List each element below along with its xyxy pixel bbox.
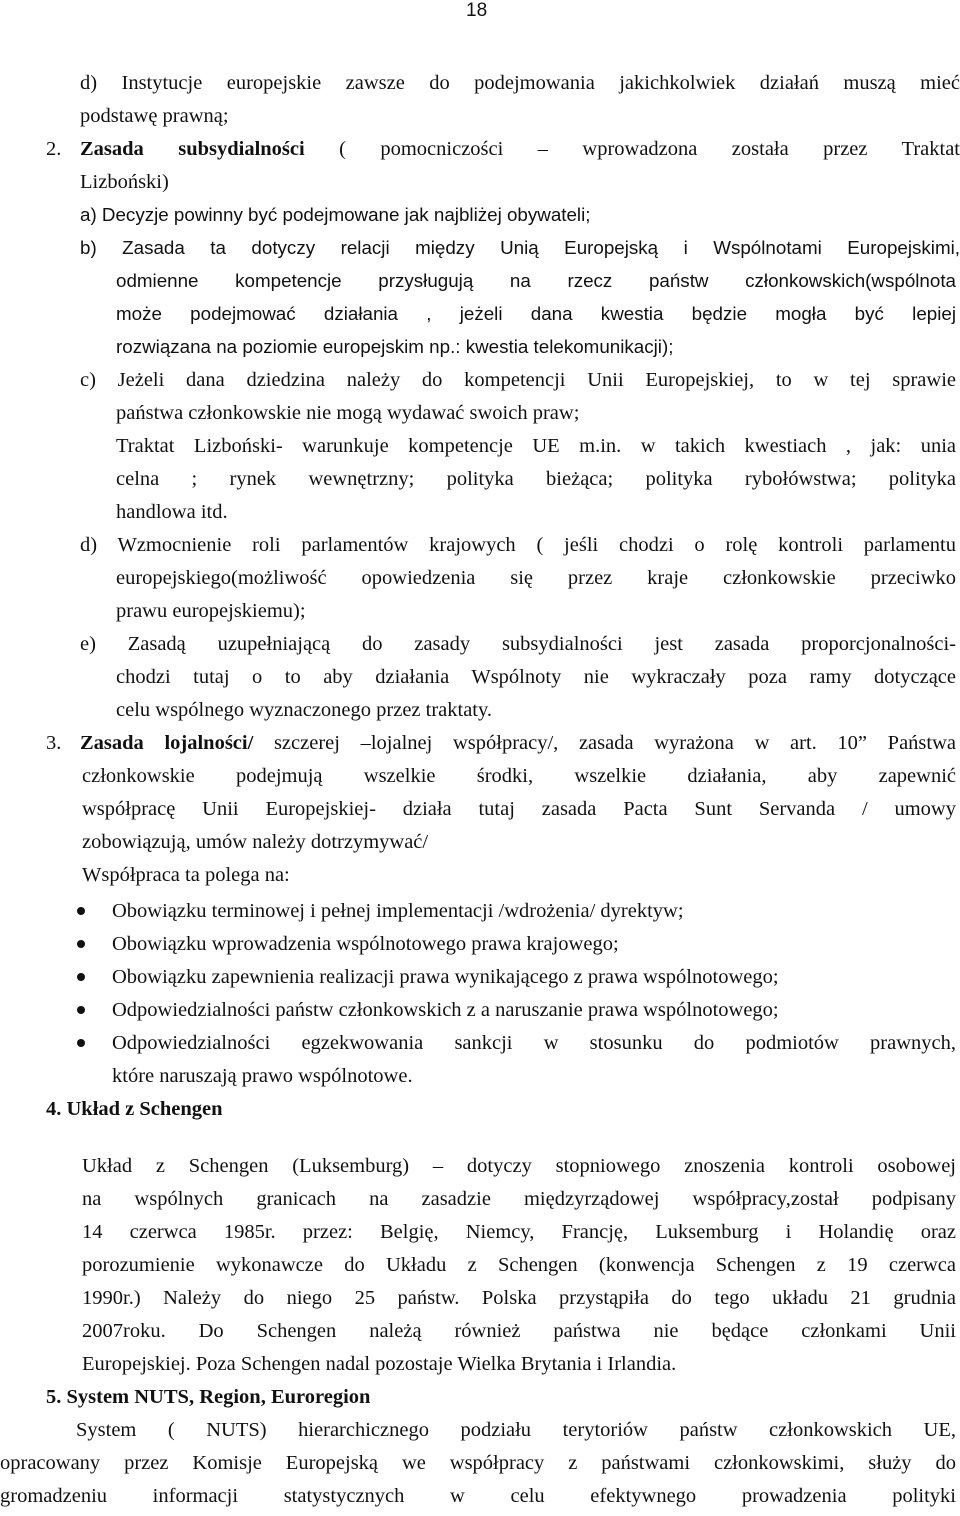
text-line: współpracę Unii Europejskiej- działa tutaj zasada Pacta Sunt Servanda / umowy — [82, 798, 956, 820]
bullet-icon — [77, 1006, 85, 1014]
text-line: d) Instytucje europejskie zawsze do podejmowania jakichkolwiek działań muszą mieć — [80, 72, 960, 94]
section-heading-subsydialnosc: Zasada subsydialności — [80, 138, 305, 160]
text-line: chodzi tutaj o to aby działania Wspólnoty nie wykraczały poza ramy dotyczące — [116, 666, 956, 688]
text-line: zobowiązują, umów należy dotrzymywać/ — [82, 831, 429, 853]
heading-line: Zasada subsydialności ( pomocniczości – wprowadzona została przez Traktat — [80, 138, 960, 160]
text-line: 2007roku. Do Schengen należą również państwa nie będące członkami Unii — [82, 1320, 956, 1342]
heading-line: Zasada lojalności/ szczerej –lojalnej współpracy/, zasada wyrażona w art. 10” Państwa — [80, 732, 956, 754]
text-line: prawu europejskiemu); — [116, 600, 306, 622]
text-line: handlowa itd. — [116, 501, 228, 523]
text-line: gromadzeniu informacji statystycznych w celu efektywnego prowadzenia polityki — [0, 1485, 956, 1507]
text-line: odmienne kompetencje przysługują na rzecz państw członkowskich(wspólnota — [116, 270, 956, 291]
text-line: członkowskie podejmują wszelkie środki, wszelkie działania, aby zapewnić — [82, 765, 956, 787]
text-line: celna ; rynek wewnętrzny; polityka bieżąca; polityka rybołówstwa; polityka — [116, 468, 956, 490]
bullet-icon — [77, 1039, 85, 1047]
text-line: europejskiego(możliwość opowiedzenia się przez kraje członkowskie przeciwko — [116, 567, 956, 589]
text-line: c) Jeżeli dana dziedzina należy do kompetencji Unii Europejskiej, to w tej sprawie — [80, 369, 956, 391]
text-line: Europejskiej. Poza Schengen nadal pozostaje Wielka Brytania i Irlandia. — [82, 1353, 677, 1375]
text-line: Układ z Schengen (Luksemburg) – dotyczy stopniowego znoszenia kontroli osobowej — [82, 1155, 956, 1177]
text-line: państwa członkowskie nie mogą wydawać swoich praw; — [116, 402, 580, 424]
list-item: Odpowiedzialności egzekwowania sankcji w stosunku do podmiotów prawnych, — [112, 1032, 956, 1054]
text-line: na wspólnych granicach na zasadzie międzyrządowej współpracy,został podpisany — [82, 1188, 956, 1210]
bullet-icon — [77, 907, 85, 915]
text-line: rozwiązana na poziomie europejskim np.: kwestia telekomunikacji); — [116, 336, 674, 357]
list-item: Obowiązku wprowadzenia wspólnotowego prawa krajowego; — [112, 933, 619, 955]
text-line: porozumienie wykonawcze do Układu z Schengen (konwencja Schengen z 19 czerwca — [82, 1254, 956, 1276]
bullet-icon — [77, 973, 85, 981]
bullet-icon — [77, 940, 85, 948]
text-line: a) Decyzje powinny być podejmowane jak najbliżej obywateli; — [80, 204, 591, 225]
text-line: System ( NUTS) hierarchicznego podziału terytoriów państw członkowskich UE, — [76, 1419, 956, 1441]
text-line: 1990r.) Należy do niego 25 państw. Polska przystąpiła do tego układu 21 grudnia — [82, 1287, 956, 1309]
section-heading-schengen: 4. Układ z Schengen — [46, 1098, 223, 1120]
text-line: Traktat Lizboński- warunkuje kompetencje UE m.in. w takich kwestiach , jak: unia — [116, 435, 956, 457]
list-item: które naruszają prawo wspólnotowe. — [112, 1065, 413, 1087]
text-line: podstawę prawną; — [80, 105, 229, 127]
list-number: 3. — [46, 732, 62, 754]
text-line: d) Wzmocnienie roli parlamentów krajowych ( jeśli chodzi o rolę kontroli parlamentu — [80, 534, 956, 556]
text-line: może podejmować działania , jeżeli dana kwestia będzie mogła być lepiej — [116, 303, 956, 324]
list-number: 2. — [46, 138, 62, 160]
section-heading-lojalnosc: Zasada lojalności/ — [80, 732, 254, 754]
text-line: opracowany przez Komisje Europejską we współpracy z państwami członkowskimi, służy do — [0, 1452, 956, 1474]
text-line: b) Zasada ta dotyczy relacji między Unią Europejską i Wspólnotami Europejskimi, — [80, 237, 960, 258]
text-line: e) Zasadą uzupełniającą do zasady subsydialności jest zasada proporcjonalności- — [80, 633, 956, 655]
text-line: celu wspólnego wyznaczonego przez traktaty. — [116, 699, 493, 721]
list-item: Obowiązku terminowej i pełnej implementacji /wdrożenia/ dyrektyw; — [112, 900, 684, 922]
list-item: Odpowiedzialności państw członkowskich z a naruszanie prawa wspólnotowego; — [112, 999, 779, 1021]
text-line: 14 czerwca 1985r. przez: Belgię, Niemcy, Francję, Luksemburg i Holandię oraz — [82, 1221, 956, 1243]
page-number: 18 — [466, 0, 488, 21]
text-line: Lizboński) — [80, 171, 169, 193]
section-heading-nuts: 5. System NUTS, Region, Euroregion — [46, 1386, 371, 1408]
list-item: Obowiązku zapewnienia realizacji prawa wynikającego z prawa wspólnotowego; — [112, 966, 779, 988]
text-line: Współpraca ta polega na: — [82, 864, 290, 886]
